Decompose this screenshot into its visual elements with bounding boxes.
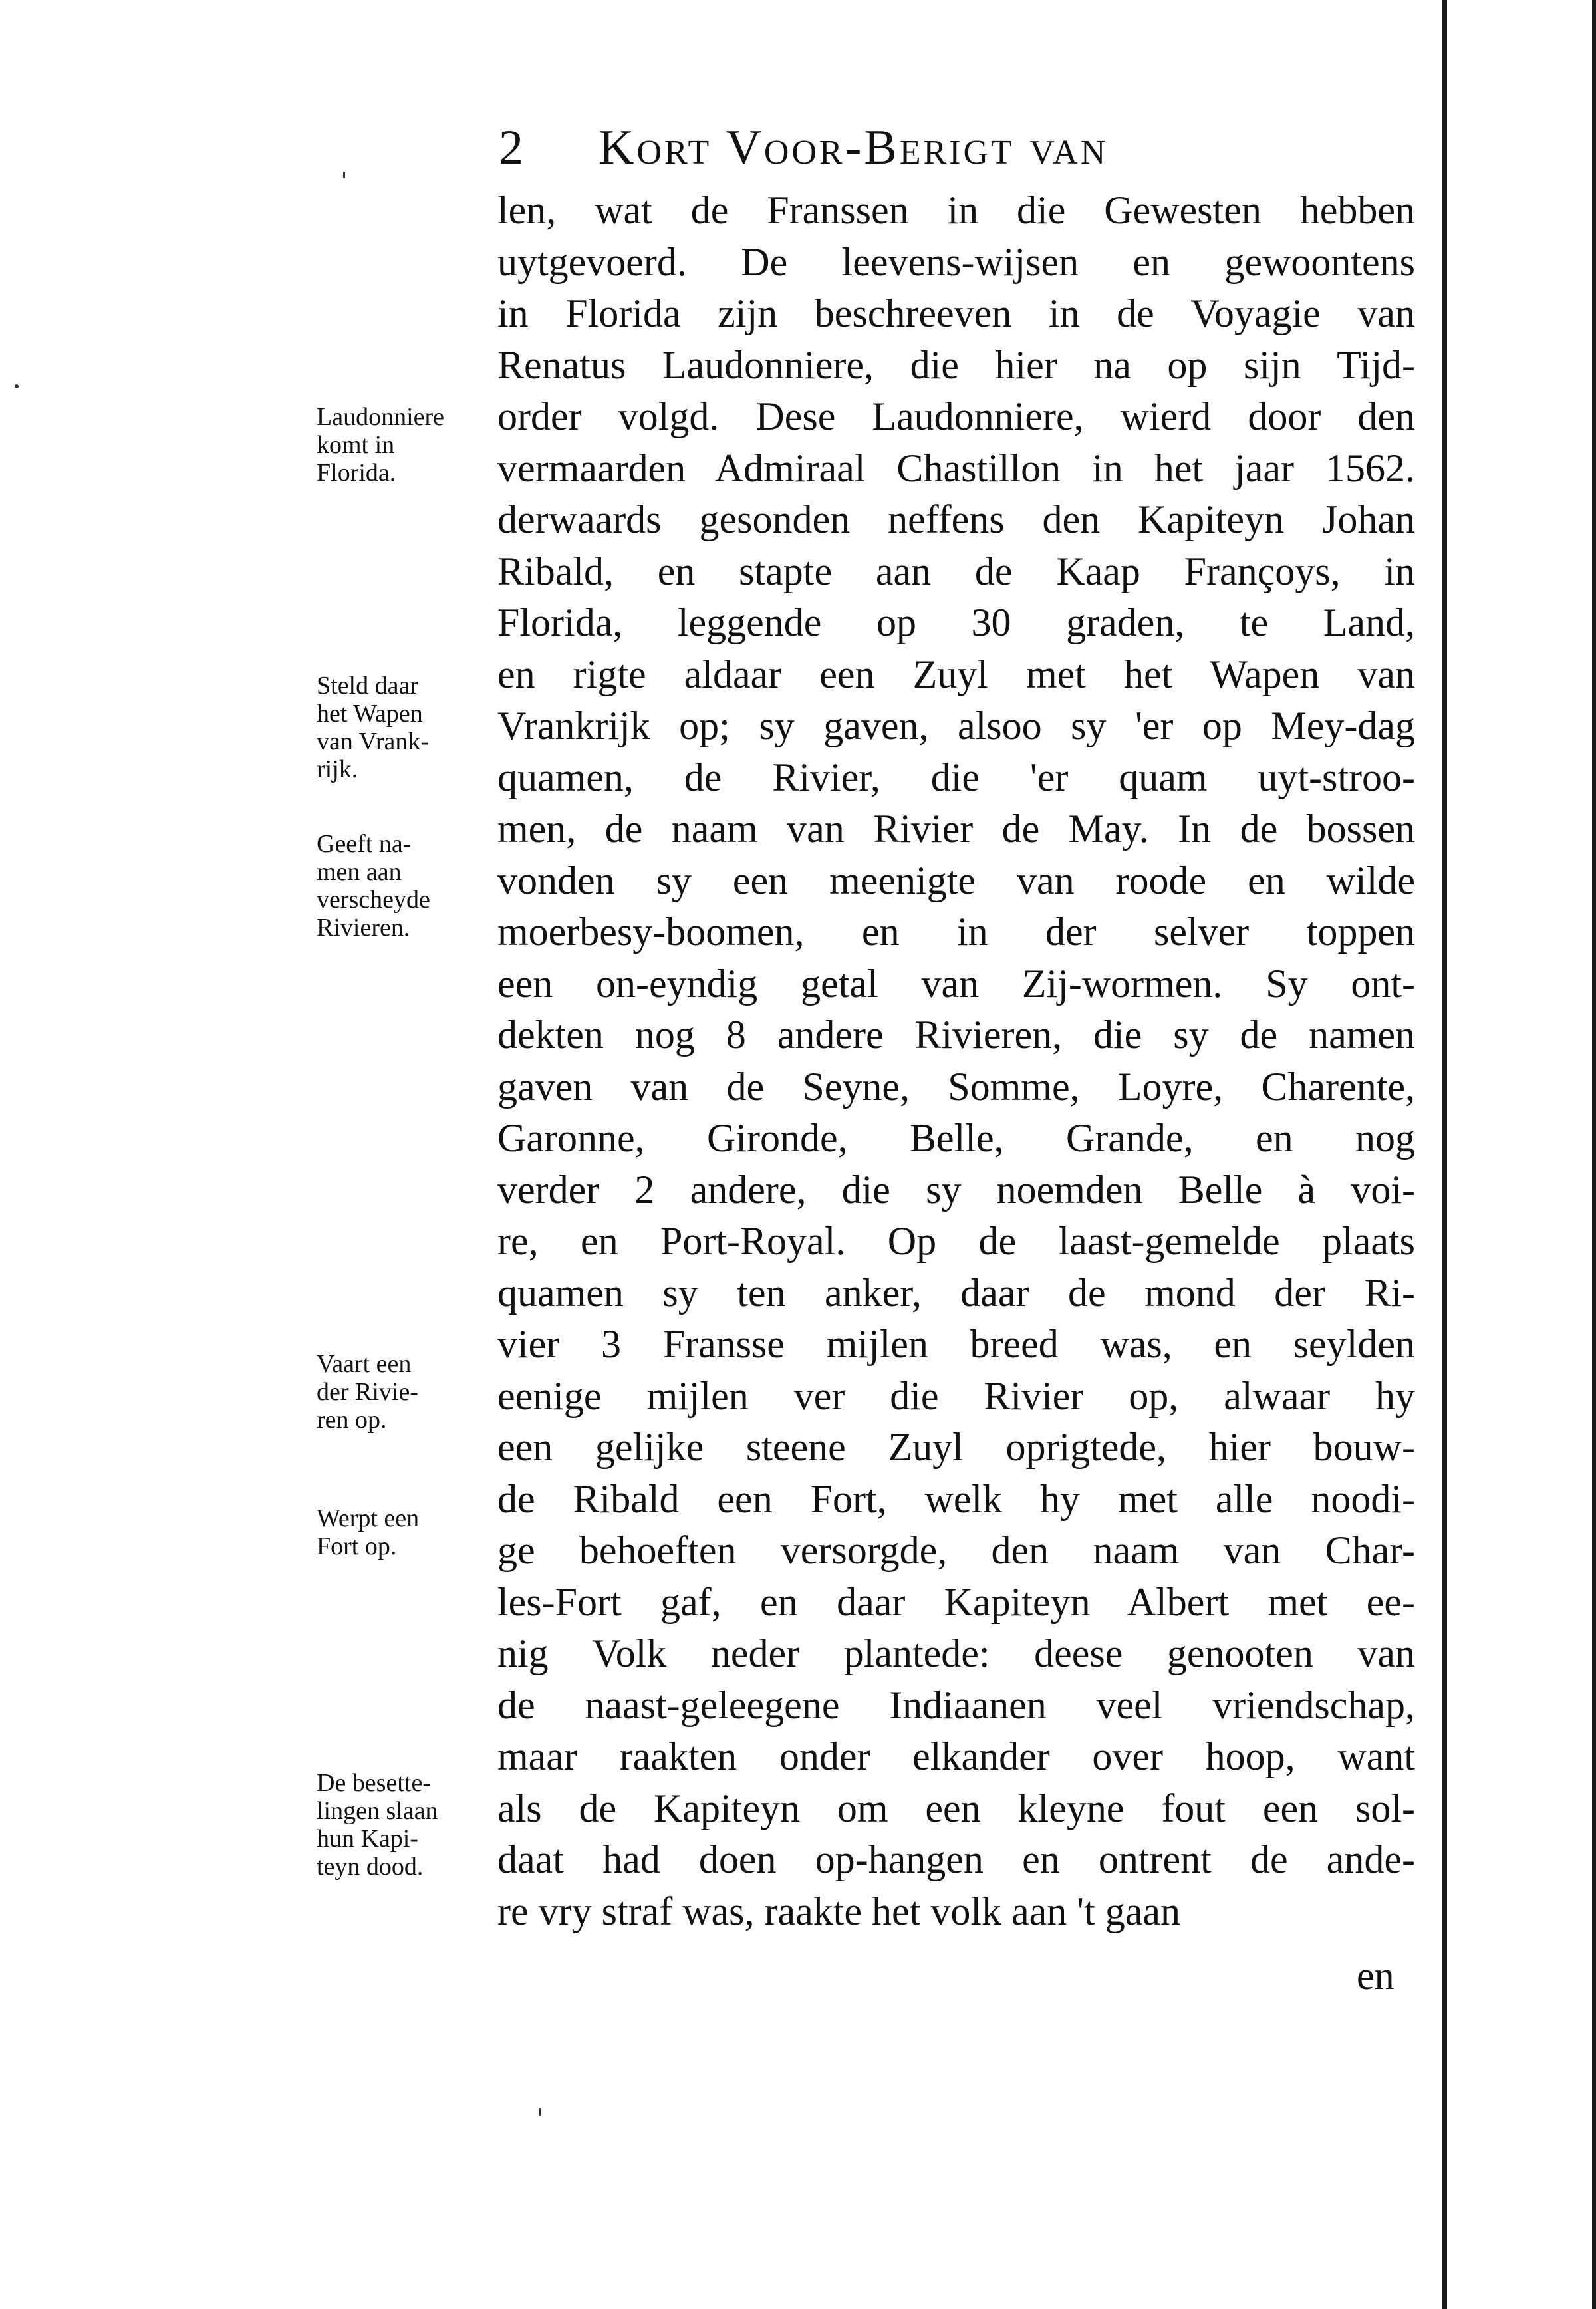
text-line: vermaarden Admiraal Chastillon in het jaar 1562. <box>497 446 1415 490</box>
text-line: maar raakten onder elkander over hoop, want <box>497 1734 1415 1778</box>
side-note-line: Rivieren. <box>317 914 410 942</box>
text-line: de naast-geleegene Indiaanen veel vriendschap, <box>497 1683 1415 1727</box>
text-line: nig Volk neder plantede: deese genooten van <box>497 1631 1415 1675</box>
text-line: derwaards gesonden neffens den Kapiteyn Johan <box>497 497 1415 541</box>
side-note-line: van Vrank- <box>317 728 430 755</box>
side-note <box>317 672 473 783</box>
text-line: re, en Port-Royal. Op de laast-gemelde plaats <box>497 1219 1415 1263</box>
side-note-line: der Rivie- <box>317 1378 419 1406</box>
side-note-line: Laudonniere <box>317 403 445 431</box>
ink-speck <box>539 2108 541 2116</box>
text-line: Vrankrijk op; sy gaven, alsoo sy 'er op Mey-dag <box>497 704 1415 747</box>
ink-speck <box>15 384 19 388</box>
text-line: moerbesy-boomen, en in der selver toppen <box>497 910 1415 954</box>
text-line: een gelijke steene Zuyl oprigtede, hier bouw- <box>497 1425 1415 1469</box>
side-note <box>317 1769 473 1881</box>
running-head-title: Kort Voor-Berigt van <box>598 120 1109 175</box>
text-line: quamen sy ten anker, daar de mond der Ri- <box>497 1270 1415 1315</box>
side-note <box>317 1504 473 1560</box>
page-edge-line <box>1442 0 1447 2309</box>
side-note-line: Vaart een <box>317 1350 412 1378</box>
text-line: vonden sy een meenigte van roode en wilde <box>497 858 1415 902</box>
side-note-line: het Wapen <box>317 700 423 728</box>
side-note-line: Fort op. <box>317 1532 397 1560</box>
side-note-line: komt in <box>317 431 395 459</box>
ink-speck <box>343 172 345 178</box>
side-note-line: Werpt een <box>317 1504 420 1532</box>
text-line: de Ribald een Fort, welk hy met alle noodi- <box>497 1476 1415 1521</box>
text-line: len, wat de Franssen in die Gewesten hebben <box>497 188 1415 232</box>
text-line: vier 3 Fransse mijlen breed was, en seylden <box>497 1322 1415 1366</box>
text-line: Ribald, en stapte aan de Kaap Françoys, in <box>497 549 1415 593</box>
text-line: ge behoeften versorgde, den naam van Char- <box>497 1528 1415 1572</box>
text-line: les-Fort gaf, en daar Kapiteyn Albert met ee- <box>497 1579 1415 1624</box>
running-head <box>499 120 1297 186</box>
text-line: verder 2 andere, die sy noemden Belle à voi- <box>497 1167 1415 1212</box>
text-line: Florida, leggende op 30 graden, te Land, <box>497 601 1415 644</box>
side-note-line: ren op. <box>317 1406 387 1434</box>
text-line: eenige mijlen ver die Rivier op, alwaar hy <box>497 1373 1415 1418</box>
text-line: Renatus Laudonniere, die hier na op sijn Tijd- <box>497 342 1415 387</box>
side-note-line: Steld daar <box>317 672 419 700</box>
text-line: in Florida zijn beschreeven in de Voyagie van <box>497 291 1415 335</box>
text-line: dekten nog 8 andere Rivieren, die sy de namen <box>497 1013 1415 1057</box>
text-line: en rigte aldaar een Zuyl met het Wapen van <box>497 652 1415 696</box>
side-note-line: Geeft na- <box>317 830 412 858</box>
side-note-line: teyn dood. <box>317 1853 424 1881</box>
side-note-line: men aan <box>317 858 402 886</box>
side-note <box>317 830 473 942</box>
side-note-line: lingen slaan <box>317 1797 438 1825</box>
side-note-line: Florida. <box>317 459 396 487</box>
text-line: men, de naam van Rivier de May. In de bossen <box>497 807 1415 851</box>
side-note-line: rijk. <box>317 755 358 783</box>
text-line: gaven van de Seyne, Somme, Loyre, Charente, <box>497 1064 1415 1109</box>
side-note <box>317 403 473 487</box>
text-line: een on-eyndig getal van Zij-wormen. Sy ont- <box>497 961 1415 1006</box>
body-text <box>497 185 1415 1937</box>
side-note-line: hun Kapi- <box>317 1825 419 1853</box>
page-edge-right <box>1592 0 1596 2309</box>
text-line: order volgd. Dese Laudonniere, wierd door den <box>497 394 1415 438</box>
text-line: re vry straf was, raakte het volk aan 't gaan <box>497 1889 1181 1933</box>
text-line: uytgevoerd. De leevens-wijsen en gewoontens <box>497 239 1415 284</box>
side-note <box>317 1350 473 1434</box>
text-line: quamen, de Rivier, die 'er quam uyt-stroo- <box>497 755 1415 799</box>
text-line: daat had doen op-hangen en ontrent de ande- <box>497 1837 1415 1881</box>
catchword: en <box>1357 1954 1395 1998</box>
side-note-line: De besette- <box>317 1769 431 1797</box>
side-note-line: verscheyde <box>317 886 430 914</box>
text-line: Garonne, Gironde, Belle, Grande, en nog <box>497 1116 1415 1160</box>
text-line: als de Kapiteyn om een kleyne fout een sol- <box>497 1786 1415 1830</box>
page-number: 2 <box>499 120 526 175</box>
